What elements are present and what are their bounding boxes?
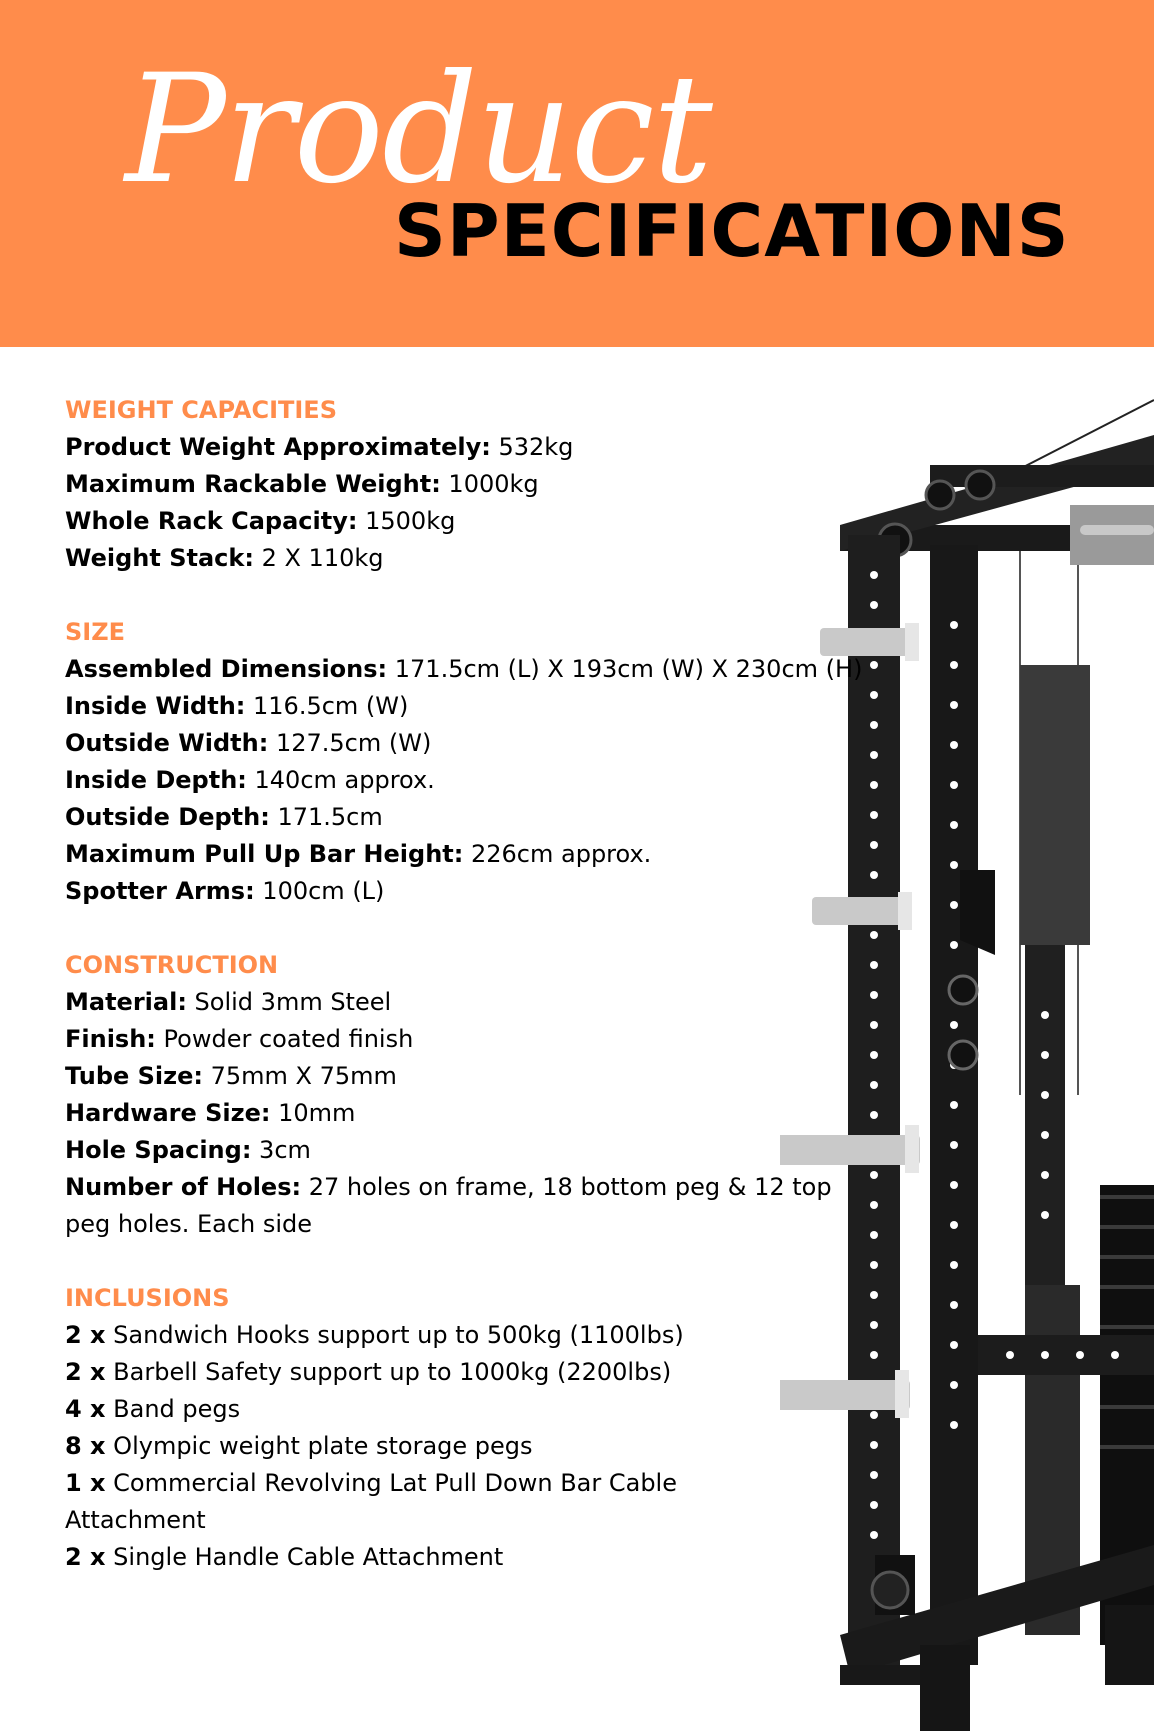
- spec-content: [65, 392, 885, 1613]
- spec-row: Weight Stack: 2 X 110kg: [65, 544, 384, 572]
- inclusion-row: 2 x Single Handle Cable Attachment: [65, 1543, 504, 1571]
- inclusions-heading: INCLUSIONS: [65, 1284, 230, 1312]
- spec-row: Hardware Size: 10mm: [65, 1099, 356, 1127]
- weight-capacities-heading: WEIGHT CAPACITIES: [65, 396, 337, 424]
- spec-row: Material: Solid 3mm Steel: [65, 988, 392, 1016]
- construction-section: [65, 947, 885, 1243]
- spec-row: Inside Width: 116.5cm (W): [65, 692, 409, 720]
- specifications-title: SPECIFICATIONS: [394, 189, 1070, 273]
- spec-row: Spotter Arms: 100cm (L): [65, 877, 385, 905]
- spec-row: Inside Depth: 140cm approx.: [65, 766, 435, 794]
- spec-row: Number of Holes: 27 holes on frame, 18 bottom peg & 12 top peg holes. Each side: [65, 1173, 832, 1238]
- spec-row: Hole Spacing: 3cm: [65, 1136, 311, 1164]
- spec-row: Tube Size: 75mm X 75mm: [65, 1062, 397, 1090]
- spec-row: Maximum Rackable Weight: 1000kg: [65, 470, 539, 498]
- inclusion-row: 2 x Sandwich Hooks support up to 500kg (1100lbs): [65, 1321, 684, 1349]
- inclusion-row: 1 x Commercial Revolving Lat Pull Down Bar Cable Attachment: [65, 1469, 677, 1534]
- inclusion-row: 4 x Band pegs: [65, 1395, 241, 1423]
- spec-row: Maximum Pull Up Bar Height: 226cm approx.: [65, 840, 652, 868]
- spec-row: Assembled Dimensions: 171.5cm (L) X 193cm (W) X 230cm (H): [65, 655, 863, 683]
- construction-heading: CONSTRUCTION: [65, 951, 279, 979]
- inclusion-row: 2 x Barbell Safety support up to 1000kg (2200lbs): [65, 1358, 672, 1386]
- inclusions-section: [65, 1280, 885, 1576]
- spec-row: Finish: Powder coated finish: [65, 1025, 414, 1053]
- size-section: [65, 614, 885, 910]
- spec-row: Whole Rack Capacity: 1500kg: [65, 507, 456, 535]
- script-title: Product: [125, 43, 711, 217]
- spec-row: Outside Width: 127.5cm (W): [65, 729, 432, 757]
- spec-row: Outside Depth: 171.5cm: [65, 803, 383, 831]
- inclusion-row: 8 x Olympic weight plate storage pegs: [65, 1432, 533, 1460]
- spec-row: Product Weight Approximately: 532kg: [65, 433, 574, 461]
- weight-capacities-section: [65, 392, 885, 577]
- header-banner: [0, 0, 1154, 347]
- size-heading: SIZE: [65, 618, 126, 646]
